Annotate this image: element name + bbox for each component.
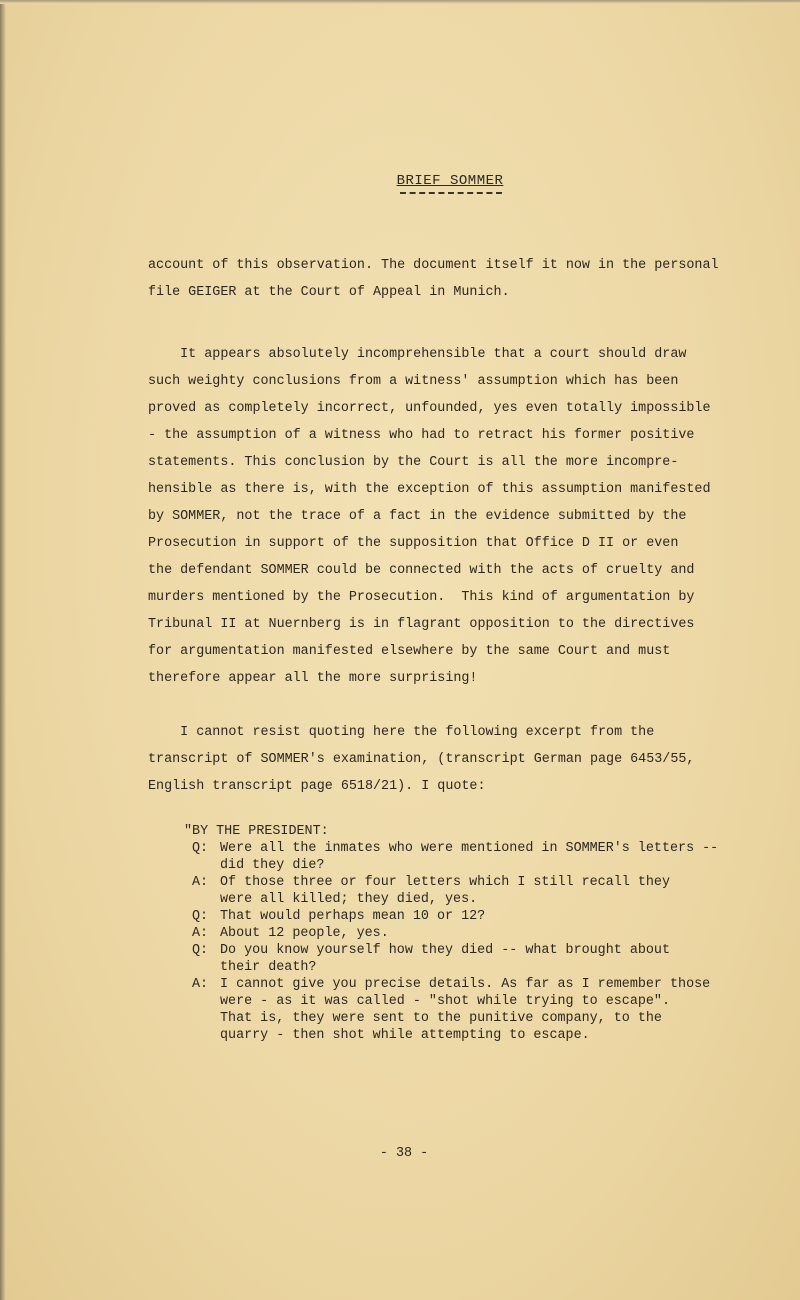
text-line: such weighty conclusions from a witness' assumption which has been xyxy=(148,374,679,389)
qa-label: Q: xyxy=(192,909,209,924)
text-line: file GEIGER at the Court of Appeal in Munich. xyxy=(148,285,510,300)
page-edge-shadow-left xyxy=(0,0,6,1300)
qa-exchange xyxy=(184,874,764,908)
qa-text-line: I cannot give you precise details. As far as I remember those xyxy=(220,977,711,992)
text-line: English transcript page 6518/21). I quote: xyxy=(148,779,486,794)
page-number: - 38 - xyxy=(379,1146,429,1161)
page-edge-shadow-top xyxy=(0,0,800,4)
paragraph-3 xyxy=(148,719,748,800)
qa-label: A: xyxy=(192,875,209,890)
qa-text-line: That is, they were sent to the punitive company, to the xyxy=(220,1011,662,1026)
text-line: the defendant SOMMER could be connected with the acts of cruelty and xyxy=(148,563,695,578)
qa-exchange xyxy=(184,840,764,874)
qa-text-line: About 12 people, yes. xyxy=(220,926,389,941)
qa-label: A: xyxy=(192,926,209,941)
qa-exchange xyxy=(184,942,764,976)
qa-text-line: did they die? xyxy=(220,858,325,873)
qa-text-line: were all killed; they died, yes. xyxy=(220,892,478,907)
qa-text-line: That would perhaps mean 10 or 12? xyxy=(220,909,486,924)
qa-label: Q: xyxy=(192,943,209,958)
text-line: for argumentation manifested elsewhere by the same Court and must xyxy=(148,644,671,659)
qa-label: A: xyxy=(192,977,209,992)
text-line: therefore appear all the more surprising! xyxy=(148,671,478,686)
page-heading: BRIEF SOMMER xyxy=(396,173,504,189)
text-line: murders mentioned by the Prosecution. This kind of argumentation by xyxy=(148,590,695,605)
quote-intro: "BY THE PRESIDENT: xyxy=(184,824,329,839)
paragraph-1 xyxy=(148,252,748,306)
text-line: by SOMMER, not the trace of a fact in the evidence submitted by the xyxy=(148,509,687,524)
heading-underline-rule xyxy=(400,192,502,194)
qa-text-line: their death? xyxy=(220,960,317,975)
text-line: - the assumption of a witness who had to retract his former positive xyxy=(148,428,695,443)
text-line: It appears absolutely incomprehensible that a court should draw xyxy=(148,347,687,362)
qa-exchange xyxy=(184,908,764,925)
qa-text-line: Do you know yourself how they died -- what brought about xyxy=(220,943,670,958)
text-line: hensible as there is, with the exception of this assumption manifested xyxy=(148,482,711,497)
qa-text-line: quarry - then shot while attempting to escape. xyxy=(220,1028,590,1043)
text-line: proved as completely incorrect, unfounded, yes even totally impossible xyxy=(148,401,711,416)
text-line: statements. This conclusion by the Court is all the more incompre- xyxy=(148,455,679,470)
qa-exchange xyxy=(184,925,764,942)
qa-text-line: were - as it was called - "shot while trying to escape". xyxy=(220,994,670,1009)
text-line: Tribunal II at Nuernberg is in flagrant opposition to the directives xyxy=(148,617,695,632)
text-line: account of this observation. The document itself it now in the personal xyxy=(148,258,719,273)
paragraph-2 xyxy=(148,341,748,692)
qa-exchange xyxy=(184,976,764,1044)
qa-text-line: Of those three or four letters which I still recall they xyxy=(220,875,670,890)
qa-text-line: Were all the inmates who were mentioned in SOMMER's letters -- xyxy=(220,841,719,856)
transcript-quote xyxy=(184,823,764,1044)
qa-label: Q: xyxy=(192,841,209,856)
text-line: Prosecution in support of the supposition that Office D II or even xyxy=(148,536,679,551)
text-line: I cannot resist quoting here the following excerpt from the xyxy=(148,725,655,740)
text-line: transcript of SOMMER's examination, (transcript German page 6453/55, xyxy=(148,752,695,767)
